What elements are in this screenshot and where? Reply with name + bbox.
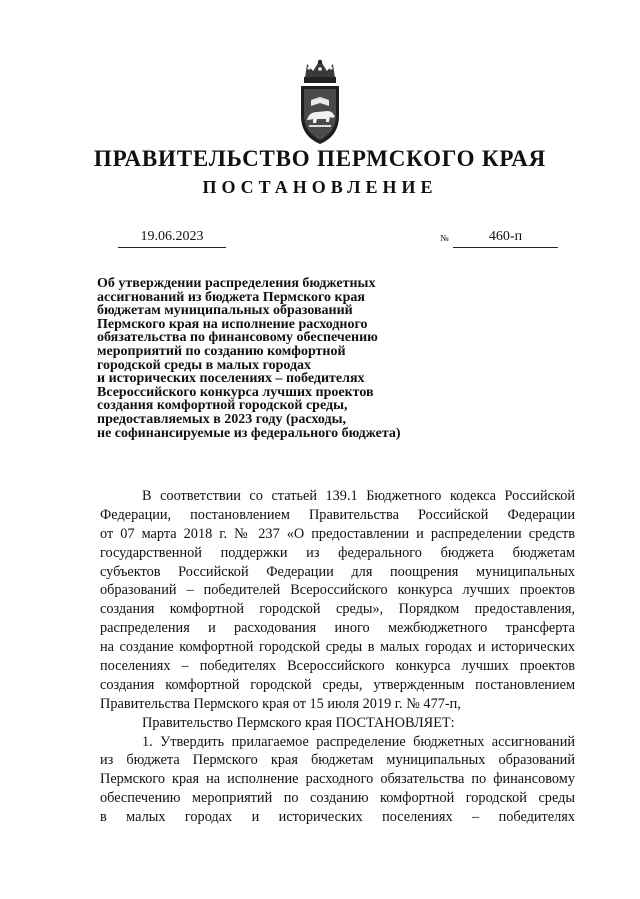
body-line: Правительства Пермского края от 15 июля 2019 г. № 477-п, <box>100 695 461 712</box>
subject-line: предоставляемых в 2023 году (расходы, <box>97 411 347 427</box>
subject-line: Всероссийского конкурса лучших проектов <box>97 384 374 400</box>
body-line: Федерации, постановлением Правительства Российской Федерации <box>100 506 575 523</box>
government-title: ПРАВИТЕЛЬСТВО ПЕРМСКОГО КРАЯ <box>93 146 547 171</box>
body-line: субъектов Российской Федерации для поощрения муниципальных <box>100 563 575 580</box>
number-label: № <box>440 233 449 243</box>
document-subject <box>97 277 457 440</box>
subject-line: Пермского края на исполнение расходного <box>97 316 368 332</box>
subject-line: обязательства по финансовому обеспечению <box>97 330 378 346</box>
document-type-heading: ПОСТАНОВЛЕНИЕ <box>202 177 438 197</box>
document-date: 19.06.2023 <box>118 227 226 248</box>
body-line: В соответствии со статьей 139.1 Бюджетного кодекса Российской <box>142 488 575 504</box>
subject-line: ассигнований из бюджета Пермского края <box>97 289 365 305</box>
subject-line: и исторических поселениях – победителях <box>97 371 365 387</box>
body-line: Пермского края на исполнение расходного обязательства по финансовому <box>100 771 575 788</box>
body-line: на создание комфортной городской среды в малых городах и исторических <box>100 639 575 656</box>
subject-line: мероприятий по созданию комфортной <box>97 343 346 359</box>
subject-line: создания комфортной городской среды, <box>97 398 348 414</box>
body-line: распределения и расходования иного межбюджетного трансферта <box>100 620 575 637</box>
body-line: в малых городах и исторических поселениях – победителях <box>100 809 575 826</box>
subject-line: городской среды в малых городах <box>97 357 312 373</box>
body-line: Правительство Пермского края ПОСТАНОВЛЯЕТ: <box>142 714 455 731</box>
body-line: обеспечению мероприятий по созданию комфортной городской среды <box>100 790 575 807</box>
body-line: 1. Утвердить прилагаемое распределение бюджетных ассигнований <box>142 733 575 750</box>
subject-line: не софинансируемые из федерального бюджета) <box>97 425 401 441</box>
document-body <box>100 487 575 827</box>
body-line: создания комфортной городской среды, утвержденным постановлением <box>100 676 575 693</box>
body-line: создания комфортной городской среды», Порядком предоставления, <box>100 601 575 618</box>
perm-krai-coat-of-arms-icon <box>295 56 345 146</box>
body-line: от 07 марта 2018 г. № 237 «О предоставлении и распределении средств <box>100 525 575 542</box>
subject-line: Об утверждении распределения бюджетных <box>97 276 376 291</box>
body-line: образований – победителей Всероссийского конкурса лучших проектов <box>100 582 575 599</box>
document-number: 460-п <box>453 227 558 248</box>
body-line: из бюджета Пермского края бюджетам муниципальных образований <box>100 752 575 769</box>
subject-line: бюджетам муниципальных образований <box>97 303 353 319</box>
body-line: государственной поддержки из федерального бюджета бюджетам <box>100 544 575 561</box>
body-line: поселениях – победителях Всероссийского конкурса лучших проектов <box>100 658 575 675</box>
